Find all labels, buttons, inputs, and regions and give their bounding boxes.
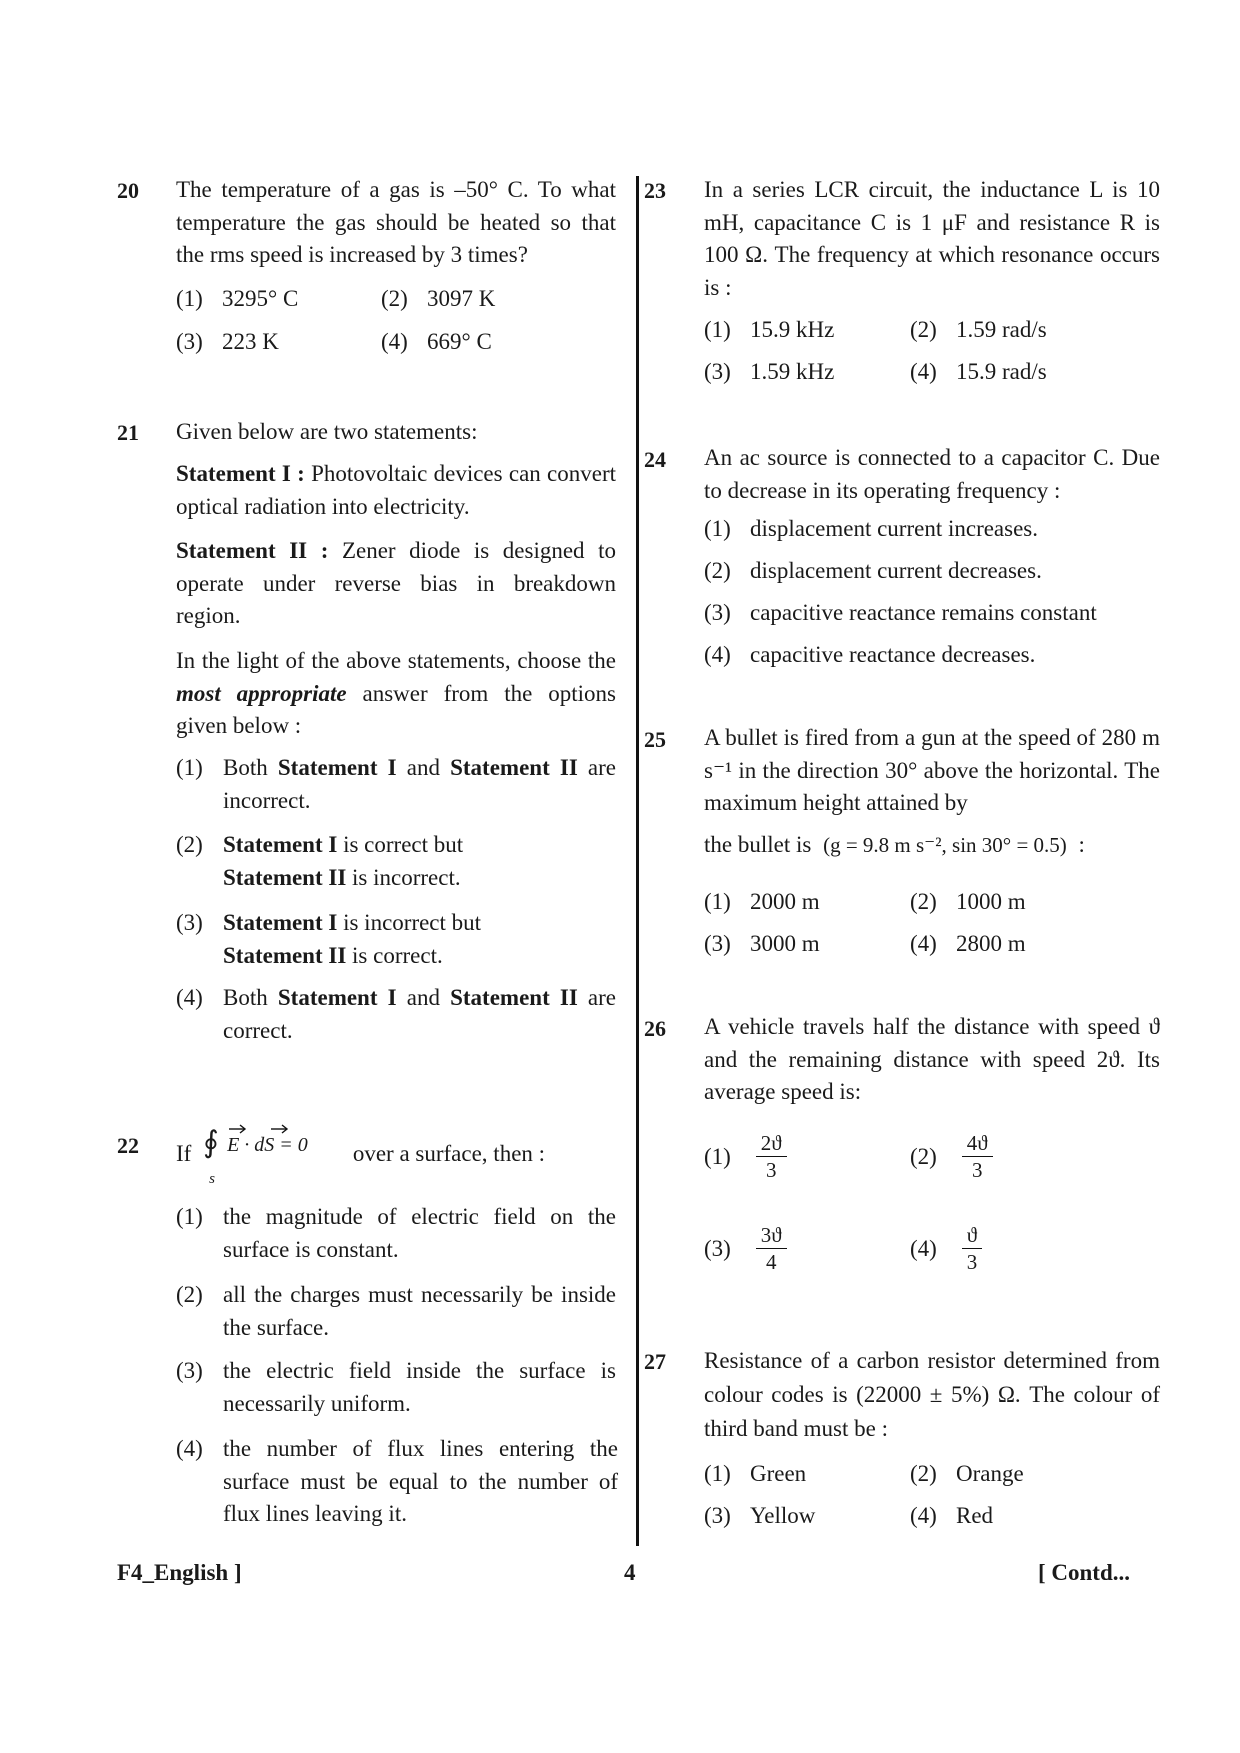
fraction: $\frac{2ϑ}{3}$ — [756, 1130, 787, 1183]
contour-integral-icon: ∮ — [203, 1126, 219, 1159]
fraction: $\frac{ϑ}{3}$ — [962, 1222, 982, 1275]
q23-option-3[interactable]: (3) 1.59 kHz — [704, 359, 835, 384]
question-21-number: 21 — [117, 420, 139, 445]
q21-option-2[interactable]: (2) Statement I is correct but Statement II is incorrect. — [176, 832, 464, 890]
q20-option-1[interactable]: (1) 3295° C — [176, 286, 299, 311]
q23-option-4[interactable]: (4) 15.9 rad/s — [910, 359, 1047, 384]
surface-integral-expression: ∮ s E · dS = 0 — [197, 1129, 347, 1161]
question-24-number: 24 — [644, 447, 666, 472]
vector-arrows-icon — [227, 1121, 327, 1135]
question-20-text: The temperature of a gas is –50° C. To what temperature the gas should be heated so that the rms speed is increased by 3 times? — [176, 177, 616, 267]
q22-option-3[interactable]: (3) the electric field inside the surface is necessarily uniform. — [176, 1358, 616, 1416]
question-22-number: 22 — [117, 1133, 139, 1158]
question-22-stem: If ∮ s E · dS = 0 over a surface, then : — [176, 1129, 636, 1189]
question-24-text: An ac source is connected to a capacitor C. Due to decrease in its operating frequency : — [704, 445, 1160, 503]
q23-option-1[interactable]: (1) 15.9 kHz — [704, 317, 835, 342]
q24-option-4[interactable]: (4) capacitive reactance decreases. — [704, 642, 1036, 667]
footer-continued: [ Contd... — [1038, 1560, 1131, 1585]
footer-paper-code: F4_English ] — [117, 1560, 242, 1585]
q21-option-3[interactable]: (3) Statement I is incorrect but Statement II is correct. — [176, 910, 482, 968]
q26-option-1[interactable]: (1) $\frac{2ϑ}{3}$ — [704, 1130, 787, 1183]
question-21-intro: Given below are two statements: — [176, 419, 478, 444]
question-27-text: Resistance of a carbon resistor determined from colour codes is (22000 ± 5%) Ω. The colour of third band must be : — [704, 1348, 1160, 1441]
q20-option-2[interactable]: (2) 3097 K — [381, 286, 496, 311]
q22-option-1[interactable]: (1) the magnitude of electric field on the surface is constant. — [176, 1204, 616, 1262]
q26-option-4[interactable]: (4) $\frac{ϑ}{3}$ — [910, 1222, 982, 1275]
q24-option-3[interactable]: (3) capacitive reactance remains constant — [704, 600, 1097, 625]
q27-option-2[interactable]: (2) Orange — [910, 1461, 1024, 1486]
q23-option-2[interactable]: (2) 1.59 rad/s — [910, 317, 1047, 342]
question-27-number: 27 — [644, 1349, 666, 1374]
q20-option-3[interactable]: (3) 223 K — [176, 329, 279, 354]
q25-option-3[interactable]: (3) 3000 m — [704, 931, 820, 956]
question-25-number: 25 — [644, 727, 666, 752]
q26-option-3[interactable]: (3) $\frac{3ϑ}{4}$ — [704, 1222, 787, 1275]
statement-2: Statement II : Zener diode is designed to operate under reverse bias in breakdown region. — [176, 538, 617, 628]
q25-option-1[interactable]: (1) 2000 m — [704, 889, 820, 914]
question-25-given: the bullet is (g = 9.8 m s⁻², sin 30° = 0.5) : — [704, 832, 1085, 857]
question-23-text: In a series LCR circuit, the inductance L is 10 mH, capacitance C is 1 μF and resistance R is 100 Ω. The frequency at which resonance occurs is : — [704, 177, 1160, 300]
question-26-text: A vehicle travels half the distance with speed ϑ and the remaining distance with speed 2ϑ. Its average speed is: — [704, 1014, 1160, 1104]
q26-option-2[interactable]: (2) $\frac{4ϑ}{3}$ — [910, 1130, 993, 1183]
q27-option-3[interactable]: (3) Yellow — [704, 1503, 816, 1528]
question-26-number: 26 — [644, 1016, 666, 1041]
fraction: $\frac{3ϑ}{4}$ — [756, 1222, 787, 1275]
footer-page-number: 4 — [624, 1560, 636, 1585]
q27-option-4[interactable]: (4) Red — [910, 1503, 994, 1528]
q24-option-1[interactable]: (1) displacement current increases. — [704, 516, 1039, 541]
q22-option-4[interactable]: (4) the number of flux lines entering the surface must be equal to the number of flux lines leaving it. — [176, 1436, 618, 1526]
q22-option-2[interactable]: (2) all the charges must necessarily be inside the surface. — [176, 1282, 616, 1340]
question-23-number: 23 — [644, 178, 666, 203]
statement-1: Statement I : Photovoltaic devices can convert optical radiation into electricity. — [176, 461, 617, 519]
q24-option-2[interactable]: (2) displacement current decreases. — [704, 558, 1042, 583]
q21-option-1[interactable]: (1) Both Statement I and Statement II are incorrect. — [176, 755, 617, 813]
q25-option-2[interactable]: (2) 1000 m — [910, 889, 1026, 914]
question-25-text: A bullet is fired from a gun at the speed of 280 m s⁻¹ in the direction 30° above the horizontal. The maximum height attained by — [704, 725, 1160, 815]
q21-option-4[interactable]: (4) Both Statement I and Statement II are correct. — [176, 985, 617, 1043]
fraction: $\frac{4ϑ}{3}$ — [962, 1130, 993, 1183]
question-20-number: 20 — [117, 178, 139, 203]
q25-option-4[interactable]: (4) 2800 m — [910, 931, 1026, 956]
q20-option-4[interactable]: (4) 669° C — [381, 329, 492, 354]
question-21-instruction: In the light of the above statements, choose the most appropriate answer from the options given below : — [176, 648, 616, 738]
column-divider — [636, 176, 639, 1546]
q27-option-1[interactable]: (1) Green — [704, 1461, 807, 1486]
